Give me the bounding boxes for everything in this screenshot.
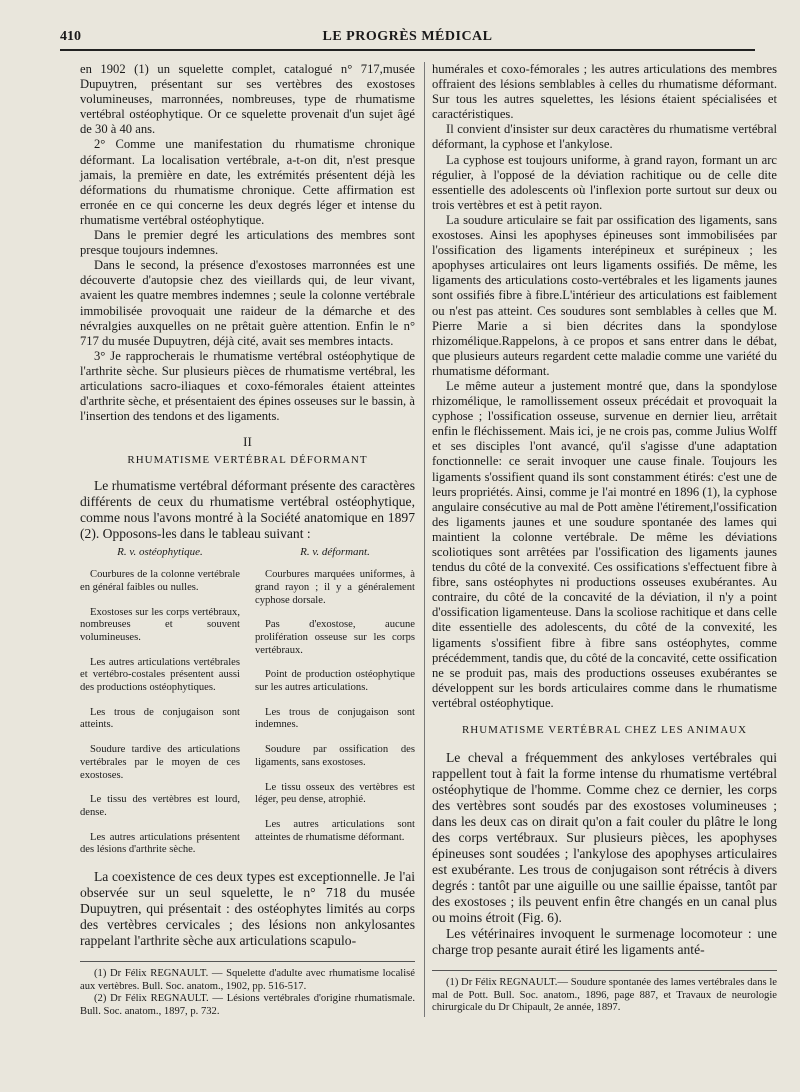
comparison-item: Le tissu des vertèbres est lourd, dense. xyxy=(80,794,240,818)
comparison-heading: R. v. ostéophytique. xyxy=(117,546,203,559)
comparison-table xyxy=(80,546,415,869)
paragraph: Le cheval a fréquemment des ankyloses vertébrales qui rappellent tout à fait la forme intense du rhumatisme vertébral ostéophytique de l'homme. Comme chez ce dernier, les corps des vertèbres sont soudés par des exostoses volumineuses ; dans les deux cas on dirait qu'on a fait couler du plâtre le long des corps vertébraux. Sur plusieurs pièces, les apophyses épineuses sont soudées ; l'ankylose des apophyses articulaires est exubérante. Les trous de conjugaison sont rétrécis à divers degrés : tantôt par une aiguille ou une saillie épaisse, tantôt par des exostoses ; ils peuvent enfin être changés en un canal plus ou moins étroit (Fig. 6). xyxy=(432,750,777,926)
section-lead: Le rhumatisme vertébral déformant présente des caractères différents de ceux du rhumatisme vertébral ostéophytique, comme nous l'avons montré à la Société anatomique en 1897 (2). Opposons-les dans le tableau suivant : xyxy=(80,478,415,542)
closing-paragraph: La coexistence de ces deux types est exceptionnelle. Je l'ai observée sur un seul squelette, le n° 718 du musée Dupuytren, qui présentait : des ostéophytes limités au corps des vertèbres cervicales ; des lésions non ankylosantes rappelant l'arthrite sèche aux articulations scapulo- xyxy=(80,869,415,949)
paragraph: La soudure articulaire se fait par ossification des ligaments, sans exostoses. Ainsi les apophyses épineuses sont immobilisées par l'ossification des ligaments interépineux et surépineux ; les apophyses articulaires ont leurs ligaments ossifiés. De même, les ligaments des articulations costo-vertébrales et les ligaments jaunes sont ossifiés fibre à fibre.L'intérieur des articulations est faiblement ou n'est pas atteint. Ces soudures sont semblables à celles que M. Pierre Marie a si bien décrites dans la spondylose rhizomélique.Rappelons, à ce propos et sans entrer dans le débat, que plusieurs auteurs regardent cette maladie comme une variété du rhumatisme déformant. xyxy=(432,212,777,378)
section-title: RHUMATISME VERTÉBRAL CHEZ LES ANIMAUX xyxy=(461,724,748,737)
footnote: (1) Dr Félix REGNAULT. — Squelette d'adulte avec rhumatisme localisé aux vertèbres. Bull. Soc. anatom., 1902, pp. 516-517. xyxy=(80,968,415,992)
comparison-column-osteophytique xyxy=(80,546,240,869)
comparison-item: Courbures marquées uniformes, à grand rayon ; il y a généralement cyphose dorsale. xyxy=(255,569,415,606)
comparison-item: Les autres articulations vertébrales et vertébro-costales présentent aussi des productions ostéophytiques. xyxy=(80,656,240,694)
footnote-rule xyxy=(432,970,777,971)
comparison-item: Soudure par ossification des ligaments, sans exostoses. xyxy=(255,744,415,768)
comparison-item: Courbures de la colonne vertébrale en général faibles ou nulles. xyxy=(80,569,240,593)
left-column xyxy=(80,62,415,1018)
page-header xyxy=(60,27,755,51)
paragraph: 3° Je rapprocherais le rhumatisme vertébral ostéophytique de l'arthrite sèche. Sur plusieurs pièces de rhumatisme vertébral, les articulations sacro-iliaques et coxo-fémorales étaient atteintes d'arthrite sèche, et présentaient des épines osseuses sur le bassin, à l'insertion des tendons et des ligaments. xyxy=(80,348,415,424)
footnote-rule xyxy=(80,961,415,962)
paragraph: Il convient d'insister sur deux caractères du rhumatisme vertébral déformant, la cyphose et l'ankylose. xyxy=(432,122,777,152)
comparison-item: Exostoses sur les corps vertébraux, nombreuses et souvent volumineuses. xyxy=(80,606,240,643)
column-divider xyxy=(424,62,425,1017)
footnote: (2) Dr Félix REGNAULT. — Lésions vertébrales d'origine rhumatismale. Bull. Soc. anatom., 1897, p. 732. xyxy=(80,993,415,1017)
comparison-item: Les trous de conjugaison sont atteints. xyxy=(80,706,240,731)
paragraph: Dans le premier degré les articulations des membres sont presque toujours indemnes. xyxy=(80,228,415,258)
paragraph: humérales et coxo-fémorales ; les autres articulations des membres offraient des lésions semblables à celles du rhumatisme déformant. Sur tous les autres squelettes, les lésions étaient spécialisées et caractéristiques. xyxy=(432,62,777,122)
section-number: II xyxy=(243,434,252,450)
paragraph: en 1902 (1) un squelette complet, catalogué n° 717,musée Dupuytren, présentant sur ses vertèbres des exostoses volumineuses, marronnées, nombreuses, type de rhumatisme vertébral ostéophytique. Or ce squelette provenait d'un sujet âgé de 30 à 40 ans. xyxy=(80,62,415,137)
right-column xyxy=(432,62,777,1015)
section-title: RHUMATISME VERTÉBRAL DÉFORMANT xyxy=(127,454,368,467)
journal-title: LE PROGRÈS MÉDICAL xyxy=(322,29,493,44)
comparison-item: Les trous de conjugaison sont indemnes. xyxy=(255,706,415,731)
paragraph: Dans le second, la présence d'exostoses marronnées est une découverte d'autopsie chez des vieillards qui, de leur vivant, avaient les quatre membres indemnes ; seule la colonne vertébrale immobilisée provoquait une raideur de la démarche et des névralgies auxquelles on ne prêtait guère attention. Enfin le n° 717 du musée Dupuytren, déjà cité, avait ses membres intacts. xyxy=(80,258,415,348)
comparison-item: Les autres articulations sont atteintes de rhumatisme déformant. xyxy=(255,818,415,843)
page-number: 410 xyxy=(60,29,81,44)
comparison-item: Le tissu osseux des vertèbres est léger, peu dense, atrophié. xyxy=(255,781,415,806)
footnote: (1) Dr Félix REGNAULT.— Soudure spontanée des lames vertébrales dans le mal de Pott. Bull. Soc. anatom., 1896, page 887, et Travaux de neurologie chirurgicale du Dr Chipault, 2e année, 1897. xyxy=(432,977,777,1014)
comparison-item: Pas d'exostose, aucune prolifération osseuse sur les corps vertébraux. xyxy=(255,619,415,656)
comparison-column-deformant xyxy=(255,546,415,869)
paragraph: Les vétérinaires invoquent le surmenage locomoteur : une charge trop pesante aurait étiré les ligaments anté- xyxy=(432,926,777,958)
paragraph: 2° Comme une manifestation du rhumatisme chronique déformant. La localisation vertébrale, a-t-on dit, n'est presque jamais, la première en date, les extrémités présentent déjà les déformations du rhumatisme chronique. Cette affirmation est erronée en ce qui concerne les deux degrés léger et intense du rhumatisme vertébral ostéophytique. xyxy=(80,137,415,227)
comparison-item: Point de production ostéophytique sur les autres articulations. xyxy=(255,669,415,694)
paragraph: La cyphose est toujours uniforme, à grand rayon, formant un arc régulier, à l'opposé de la déviation rachitique ou de celle dite essentielle des adolescents où l'inflexion porte surtout sur deux ou trois vertèbres et est à petit rayon. xyxy=(432,152,777,212)
comparison-item: Soudure tardive des articulations vertébrales par le moyen de ces exostoses. xyxy=(80,744,240,781)
comparison-item: Les autres articulations présentent des lésions d'arthrite sèche. xyxy=(80,831,240,856)
paragraph: Le même auteur a justement montré que, dans la spondylose rhizomélique, le ramollissement osseux précédait et provoquait la cyphose ; l'ossification osseuse, survenue en dernier lieu, arrêtait enfin le fléchissement. Mais ici, je ne crois pas, comme Julius Wolff et ses disciples l'ont avancé, qu'il s'agisse d'une adaptation fonctionnelle: ce serait invoquer une cause finale. Toujours les ligaments s'ossifient quand ils sont constamment étirés: c'est une de leurs propriétés. Ainsi, comme je l'ai montré en 1896 (1), la cyphose angulaire consécutive au mal de Pott amène l'étirement,l'ossification des ligaments jaunes et une soudure spontanée des lames qui maintient la colonne vertébrale. De même les déviations scoliotiques sont arrêtées par l'ossification des ligaments jaunes tendus du côté de la convexité. Ces ossifications s'effectuent fibre à fibre, sans ostéophytes ni productions osseuses exubérantes. Au contraire, du côté de la concavité de la déviation, il n'y a point d'ossification ligamenteuse. Dans la scoliose rachitique et dans celle dite essentielle des adolescents, du côté de la convexité, les ligaments s'ossifient fibre à fibre sans ostéophytes, comme précédemment, tandis que, du côté de la concavité, cette ossification ne se produit pas, mais des productions osseuses exubérantes se développent sur les bords articulaires comme dans le rhumatisme vertébral ostéophytique. xyxy=(432,378,777,710)
comparison-heading: R. v. déformant. xyxy=(300,546,370,559)
